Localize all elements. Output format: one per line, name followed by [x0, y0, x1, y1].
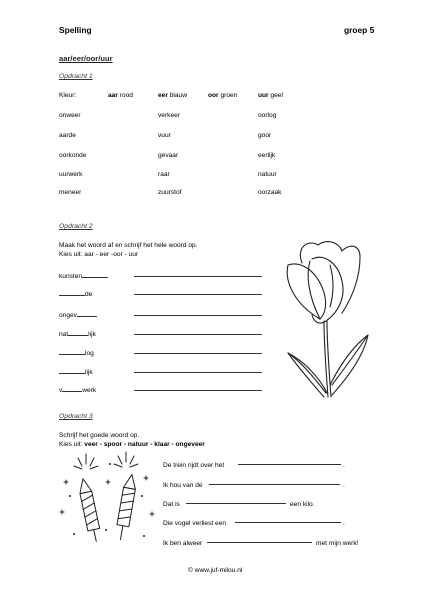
word-suffix: lijk — [88, 331, 96, 338]
word-to-color[interactable]: gevaar — [158, 152, 179, 159]
word-suffix: werk — [82, 387, 97, 394]
sentence-text: Dat is — [163, 501, 180, 508]
word-to-color[interactable]: oorlog — [258, 112, 277, 119]
full-word-line[interactable] — [134, 294, 262, 295]
color-key-item — [208, 92, 237, 99]
sentence-ending: . — [343, 482, 345, 489]
answer-line[interactable] — [235, 522, 341, 523]
sentence-ending: . — [343, 462, 345, 469]
worksheet-title: Spelling — [59, 25, 92, 35]
completion-item — [59, 289, 92, 298]
word-to-color[interactable]: vuur — [158, 132, 171, 139]
task3-instruction: Schrijf het goede woord op. — [59, 432, 140, 439]
word-suffix: de — [85, 291, 93, 298]
full-word-line[interactable] — [134, 390, 262, 391]
sentence-text: Ik hou van de — [163, 482, 203, 489]
completion-item — [59, 271, 108, 280]
word-to-color[interactable]: eerlijk — [258, 152, 276, 159]
full-word-line[interactable] — [134, 372, 262, 373]
word-to-color[interactable]: raar — [158, 171, 170, 178]
word-to-color[interactable]: aarde — [59, 132, 76, 139]
color-key-code: oor — [208, 92, 219, 99]
letters-blank[interactable] — [59, 367, 85, 374]
answer-line[interactable] — [238, 464, 341, 465]
color-key-item — [108, 92, 133, 99]
word-suffix: log — [85, 350, 94, 357]
color-key-color: blauw — [167, 92, 187, 99]
color-key-color: geel — [268, 92, 283, 99]
task2-heading: Opdracht 2 — [59, 223, 93, 230]
full-word-line[interactable] — [134, 276, 262, 277]
task3-heading: Opdracht 3 — [59, 413, 93, 420]
task2-instruction: Maak het woord af en schrijf het hele woord op. — [59, 242, 198, 249]
answer-line[interactable] — [186, 503, 286, 504]
task3-choice-words: veer - spoor - natuur - klaar - ongeveer — [84, 441, 205, 448]
color-key-item — [158, 92, 187, 99]
kleur-label: Kleur: — [59, 92, 77, 99]
word-to-color[interactable]: oorzaak — [258, 189, 282, 196]
word-to-color[interactable]: onweer — [59, 112, 81, 119]
word-prefix: nat — [59, 331, 69, 338]
letters-blank[interactable] — [82, 271, 108, 278]
completion-item — [59, 367, 93, 376]
letters-blank[interactable] — [62, 385, 82, 392]
sentence-ending: een kilo. — [290, 501, 315, 508]
task3-choice — [59, 441, 205, 448]
word-to-color[interactable]: zuurstof — [158, 189, 182, 196]
color-key-item — [258, 92, 283, 99]
word-prefix: kunsten — [59, 273, 83, 280]
completion-item — [59, 348, 94, 357]
word-suffix: lijk — [85, 369, 93, 376]
full-word-line[interactable] — [134, 334, 262, 335]
completion-item — [59, 385, 96, 394]
sentence-ending: met mijn werk! — [316, 540, 359, 547]
word-to-color[interactable]: verkeer — [158, 112, 180, 119]
word-to-color[interactable]: uurwerk — [59, 171, 83, 178]
sentence-text: De trein rijdt over het — [163, 462, 225, 469]
word-to-color[interactable]: goor — [258, 132, 272, 139]
answer-line[interactable] — [209, 484, 340, 485]
full-word-line[interactable] — [134, 353, 262, 354]
worksheet-subtitle: aar/eer/oor/uur — [59, 54, 113, 63]
task1-heading: Opdracht 1 — [59, 73, 93, 80]
completion-item — [59, 329, 96, 338]
letters-blank[interactable] — [59, 289, 85, 296]
group-label: groep 5 — [344, 25, 375, 35]
word-to-color[interactable]: oorkonde — [59, 152, 87, 159]
task3-choice-label: Kies uit: — [59, 441, 85, 448]
letters-blank[interactable] — [68, 329, 88, 336]
footer-credit: © www.juf-milou.nl — [188, 567, 243, 574]
color-key-code: eer — [158, 92, 168, 99]
sentence-text: Die vogel verliest een — [163, 520, 227, 527]
sentence-text: Ik ben alweer — [163, 540, 203, 547]
task2-choice: Kies uit: aar - eer -oor - uur — [59, 251, 139, 258]
sentence-ending: . — [343, 520, 345, 527]
word-prefix: v — [59, 387, 63, 394]
word-to-color[interactable]: natuur — [258, 171, 277, 178]
color-key-code: uur — [258, 92, 269, 99]
color-key-color: rood — [117, 92, 133, 99]
tulip-illustration — [280, 235, 375, 400]
color-key-color: groen — [218, 92, 238, 99]
color-key-code: aar — [108, 92, 118, 99]
full-word-line[interactable] — [134, 315, 262, 316]
firework-rockets-illustration — [56, 452, 156, 544]
word-prefix: ongev — [59, 312, 77, 319]
completion-item — [59, 310, 97, 319]
word-to-color[interactable]: meneer — [59, 189, 82, 196]
answer-line[interactable] — [207, 542, 312, 543]
letters-blank[interactable] — [59, 348, 85, 355]
letters-blank[interactable] — [77, 310, 97, 317]
